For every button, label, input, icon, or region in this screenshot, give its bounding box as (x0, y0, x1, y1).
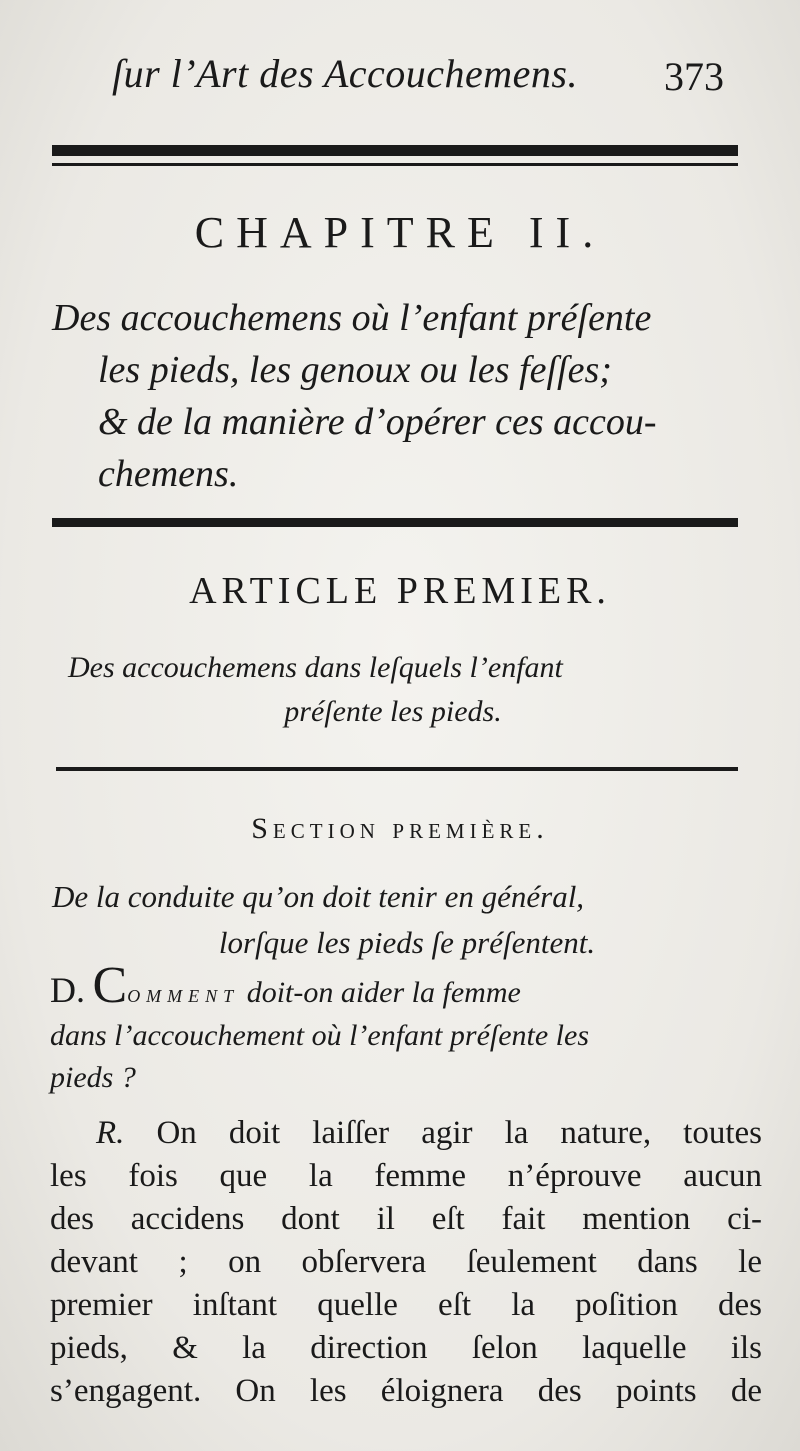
chapter-subtitle (52, 292, 752, 500)
answer-paragraph (50, 1112, 762, 1413)
question-line: pieds ? (50, 1061, 136, 1094)
drop-initial: C (92, 957, 128, 1014)
question-caps: omment (127, 979, 240, 1008)
question-paragraph (50, 957, 760, 1099)
section-subtitle-line: lorſque les pieds ſe préſentent. (218, 925, 596, 960)
answer-line: s’engagent. On les éloignera des points de (50, 1373, 762, 1409)
article-title: ARTICLE PREMIER. (189, 570, 611, 612)
article-subtitle (68, 646, 758, 734)
answer-text: On doit laiſſer agir la nature, toutes (124, 1115, 762, 1151)
chapter-subtitle-line: les pieds, les genoux ou les feſſes; (98, 349, 612, 391)
section-subtitle-line: De la conduite qu’on doit tenir en général, (52, 879, 585, 914)
header-rule-thick (52, 145, 738, 156)
page-number: 373 (664, 54, 724, 99)
answer-marker: R. (96, 1115, 125, 1151)
section-subtitle (52, 874, 762, 966)
answer-line: devant ; on obſervera ſeulement dans le (50, 1244, 762, 1280)
question-marker: D. (50, 970, 85, 1010)
page-header (0, 48, 800, 108)
chapter-title: CHAPITRE II. (194, 208, 606, 257)
chapter-rule (52, 518, 738, 527)
chapter-subtitle-line: Des accouchemens où l’enfant préſente (52, 297, 652, 339)
chapter-subtitle-line: & de la manière d’opérer ces accou- (98, 401, 657, 443)
chapter-subtitle-line: chemens. (98, 453, 239, 495)
answer-line: des accidens dont il eſt fait mention ci- (50, 1201, 762, 1237)
answer-line: pieds, & la direction ſelon laquelle ils (50, 1330, 762, 1366)
article-subtitle-line: préſente les pieds. (284, 695, 502, 728)
section-title: Section première. (251, 812, 549, 845)
answer-line (50, 1112, 762, 1155)
header-rule-thin (52, 163, 738, 166)
answer-line: les fois que la femme n’éprouve aucun (50, 1158, 762, 1194)
article-rule (56, 767, 738, 771)
question-line (50, 957, 760, 1015)
question-text: doit-on aider la femme (239, 976, 521, 1009)
article-subtitle-line: Des accouchemens dans leſquels l’enfant (68, 651, 563, 684)
question-line: dans l’accouchement où l’enfant préſente les (50, 1019, 590, 1052)
answer-line: premier inſtant quelle eſt la poſition des (50, 1287, 762, 1323)
running-title: ſur l’Art des Accouchemens. (112, 51, 578, 96)
